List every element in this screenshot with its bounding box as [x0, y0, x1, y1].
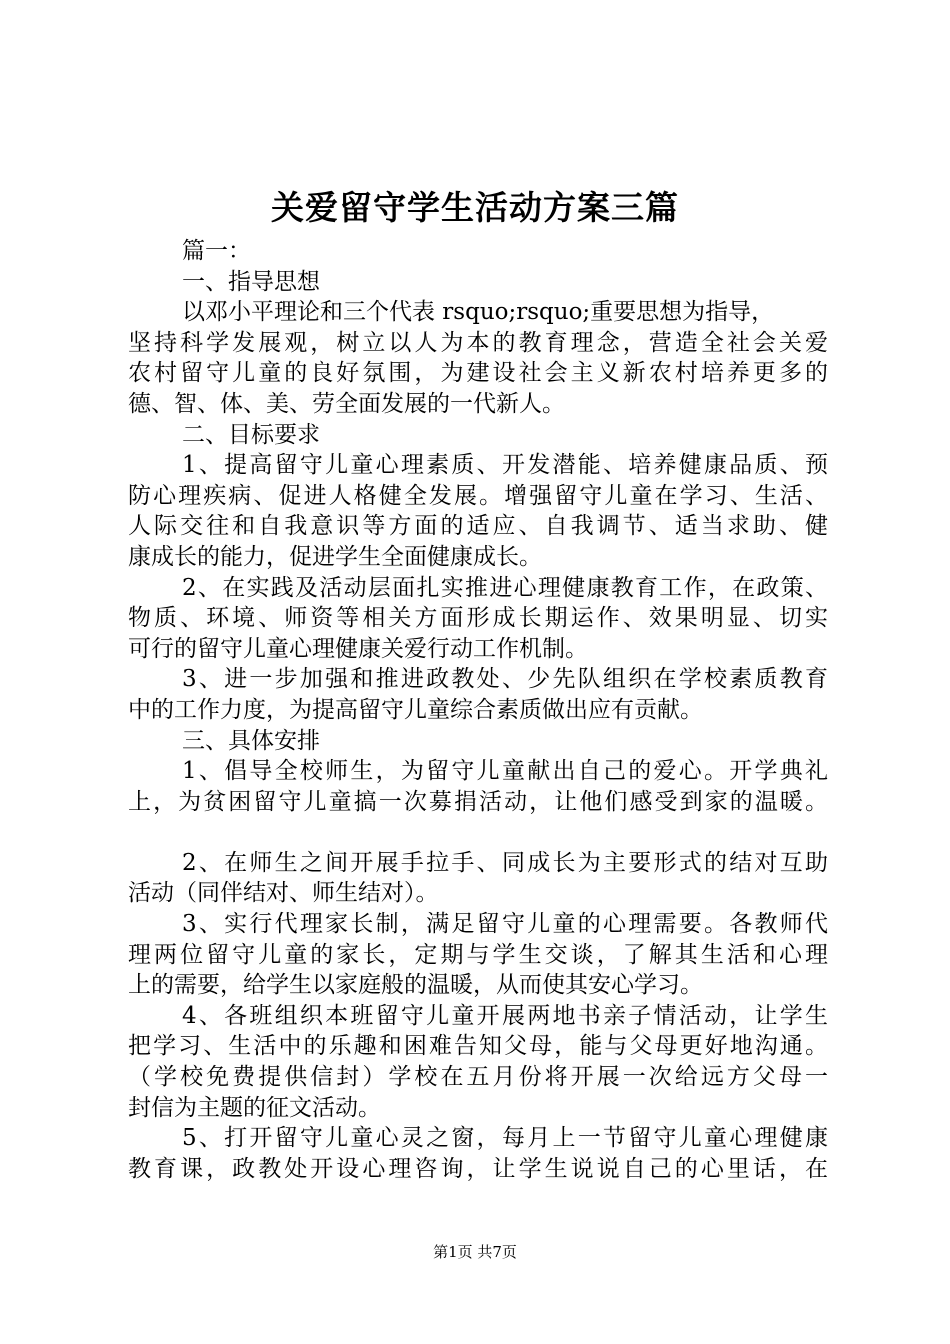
text-line: 以邓小平理论和三个代表 rsquo;rsquo;重要思想为指导，	[182, 299, 775, 326]
document-body	[128, 236, 828, 1184]
section-heading: 二、目标要求	[182, 421, 320, 448]
text-line: 人际交往和自我意识等方面的适应、自我调节、适当求助、健	[128, 513, 828, 540]
blank-line	[128, 817, 828, 848]
text-line: 把学习、生活中的乐趣和困难告知父母，能与父母更好地沟通。	[128, 1033, 828, 1060]
text-line: 活动（同伴结对、师生结对）。	[128, 880, 439, 907]
text-line: 2、在师生之间开展手拉手、同成长为主要形式的结对互助	[182, 849, 828, 876]
text-line: 4、各班组织本班留守儿童开展两地书亲子情活动，让学生	[182, 1002, 828, 1029]
text-line: 农村留守儿童的良好氛围，为建设社会主义新农村培养更多的	[128, 360, 828, 387]
text-line: 2、在实践及活动层面扎实推进心理健康教育工作，在政策、	[182, 574, 828, 601]
text-line: 坚持科学发展观，树立以人为本的教育理念，营造全社会关爱	[128, 329, 828, 356]
text-line: 上，为贫困留守儿童搞一次募捐活动，让他们感受到家的温暖。	[128, 788, 828, 815]
text-line: 1、倡导全校师生，为留守儿童献出自己的爱心。开学典礼	[182, 758, 828, 785]
document-title: 关爱留守学生活动方案三篇	[271, 188, 679, 227]
text-line: 防心理疾病、促进人格健全发展。增强留守儿童在学习、生活、	[128, 482, 828, 509]
text-line: 上的需要，给学生以家庭般的温暖，从而使其安心学习。	[128, 972, 703, 999]
text-line: 3、进一步加强和推进政教处、少先队组织在学校素质教育	[182, 666, 828, 693]
page-footer: 第1页 共7页	[433, 1243, 517, 1261]
text-line: 康成长的能力，促进学生全面健康成长。	[128, 543, 542, 570]
text-line: 教育课，政教处开设心理咨询，让学生说说自己的心里话，在	[128, 1155, 828, 1182]
text-line: 德、智、体、美、劳全面发展的一代新人。	[128, 390, 565, 417]
text-line: 1、提高留守儿童心理素质、开发潜能、培养健康品质、预	[182, 452, 828, 479]
text-line: 物质、环境、师资等相关方面形成长期运作、效果明显、切实	[128, 605, 828, 632]
section-heading: 一、指导思想	[182, 268, 320, 295]
text-line: （学校免费提供信封）学校在五月份将开展一次给远方父母一	[128, 1064, 828, 1091]
text-line: 中的工作力度，为提高留守儿童综合素质做出应有贡献。	[128, 696, 703, 723]
text-line: 理两位留守儿童的家长，定期与学生交谈，了解其生活和心理	[128, 941, 828, 968]
text-line: 3、实行代理家长制，满足留守儿童的心理需要。各教师代	[182, 911, 828, 938]
section-heading: 三、具体安排	[182, 727, 320, 754]
text-line: 5、打开留守儿童心灵之窗，每月上一节留守儿童心理健康	[182, 1125, 828, 1152]
text-line: 封信为主题的征文活动。	[128, 1094, 381, 1121]
text-line: 可行的留守儿童心理健康关爱行动工作机制。	[128, 635, 588, 662]
text-line: 篇一：	[182, 238, 251, 264]
